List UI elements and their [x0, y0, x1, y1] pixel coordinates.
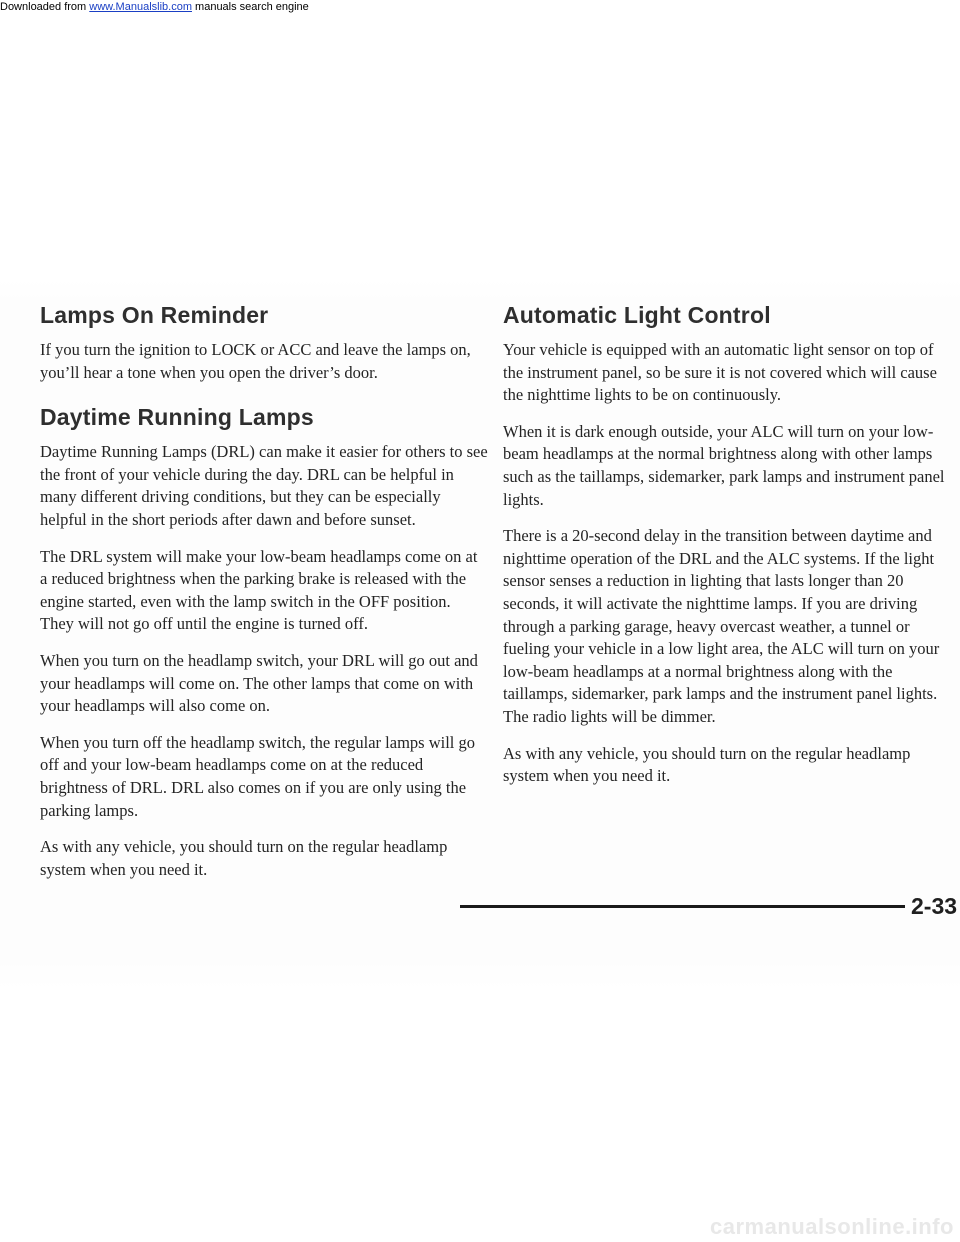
banner-suffix: manuals search engine	[191, 1, 309, 13]
drl-paragraph-3: When you turn on the headlamp switch, your DRL will go out and your headlamps will come on. The other lamps that come on with your headlamps will also come on.	[40, 650, 478, 716]
lamps-on-reminder-paragraph: If you turn the ignition to LOCK or ACC and leave the lamps on, you’ll hear a tone when you open the driver’s door.	[40, 340, 471, 382]
drl-paragraph-2: The DRL system will make your low-beam headlamps come on at a reduced brightness when the parking brake is released with the engine started, even with the lamp switch in the OFF position. They will not go off until the engine is turned off.	[40, 546, 478, 634]
footer-rule	[460, 905, 905, 908]
automatic-light-control-heading: Automatic Light Control	[503, 302, 771, 328]
alc-paragraph-3: There is a 20-second delay in the transition between daytime and nighttime operation of the DRL and the ALC systems. If the light sensor senses a reduction in lighting that lasts longer than 20 seconds, it will activate the nighttime lamps. If you are driving through a parking garage, heavy overcast weather, a tunnel or fueling your vehicle in a low light area, the ALC will turn on your low-beam headlamps at a normal brightness along with the taillamps, sidemarker, park lamps and the instrument panel lights. The radio lights will be dimmer.	[503, 526, 940, 726]
daytime-running-lamps-heading: Daytime Running Lamps	[40, 404, 314, 431]
alc-paragraph-4: As with any vehicle, you should turn on the regular headlamp system when you need it.	[503, 743, 911, 786]
banner-prefix: Downloaded from	[0, 1, 90, 13]
drl-paragraph-4: When you turn off the headlamp switch, the regular lamps will go off and your low-beam headlamps come on at the reduced brightness of DRL. DRL also comes on if you are only using the parking lamps.	[40, 732, 476, 820]
left-column	[40, 300, 488, 895]
manualslib-link[interactable]: www.Manualslib.com	[89, 1, 192, 13]
right-column	[503, 300, 950, 802]
drl-paragraph-5: As with any vehicle, you should turn on the regular headlamp system when you need it.	[40, 837, 448, 879]
lamps-on-reminder-heading: Lamps On Reminder	[40, 302, 269, 328]
page-number: 2-33	[911, 893, 958, 919]
drl-paragraph-1: Daytime Running Lamps (DRL) can make it easier for others to see the front of your vehicle during the day. DRL can be helpful in many different driving conditions, but they can be especially helpful in the short periods after dawn and before sunset.	[40, 442, 488, 529]
watermark: carmanualsonline.info	[710, 1214, 954, 1239]
alc-paragraph-1: Your vehicle is equipped with an automatic light sensor on top of the instrument panel, so be sure it is not covered which will cause the nighttime lights to be on continuously.	[503, 340, 937, 405]
download-banner	[0, 0, 600, 16]
alc-paragraph-2: When it is dark enough outside, your ALC will turn on your low-beam headlamps at the normal brightness along with other lamps such as the taillamps, sidemarker, park lamps and instrument panel lights.	[503, 421, 945, 509]
